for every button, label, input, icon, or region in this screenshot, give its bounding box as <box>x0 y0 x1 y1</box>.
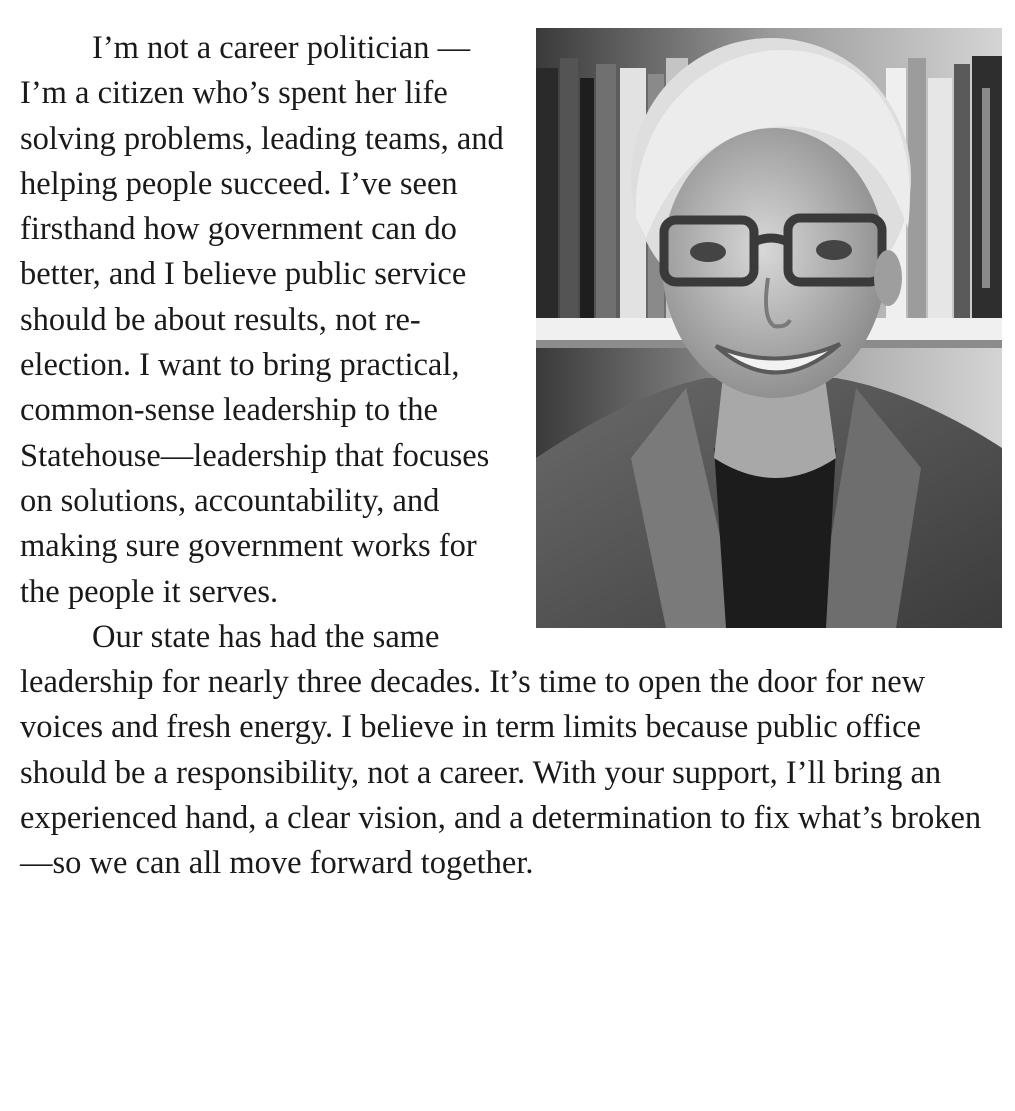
paragraph-intro: I’m not a career politician —I’m a citizen who’s spent her life solving problems, leading teams, and helping people succeed. I’ve seen firsthand how government can do better, and I believe public service should be about results, not re-election. I want to bring practical, common-sense leadership to the Statehouse—leadership that focuses on solutions, accountability, and making sure government works for the people it serves. <box>20 30 504 610</box>
paragraph-term-limits: Our state has had the same leadership for nearly three decades. It’s time to open the door for new voices and fresh energy. I believe in term limits because public office should be a responsibility, not a career. With your support, I’ll bring an experienced hand, a clear vision, and a determination to fix what’s broken—so we can all move forward together. <box>20 618 982 882</box>
portrait-illustration <box>536 28 1002 628</box>
candidate-portrait <box>536 28 1002 628</box>
article-body <box>20 26 1002 887</box>
